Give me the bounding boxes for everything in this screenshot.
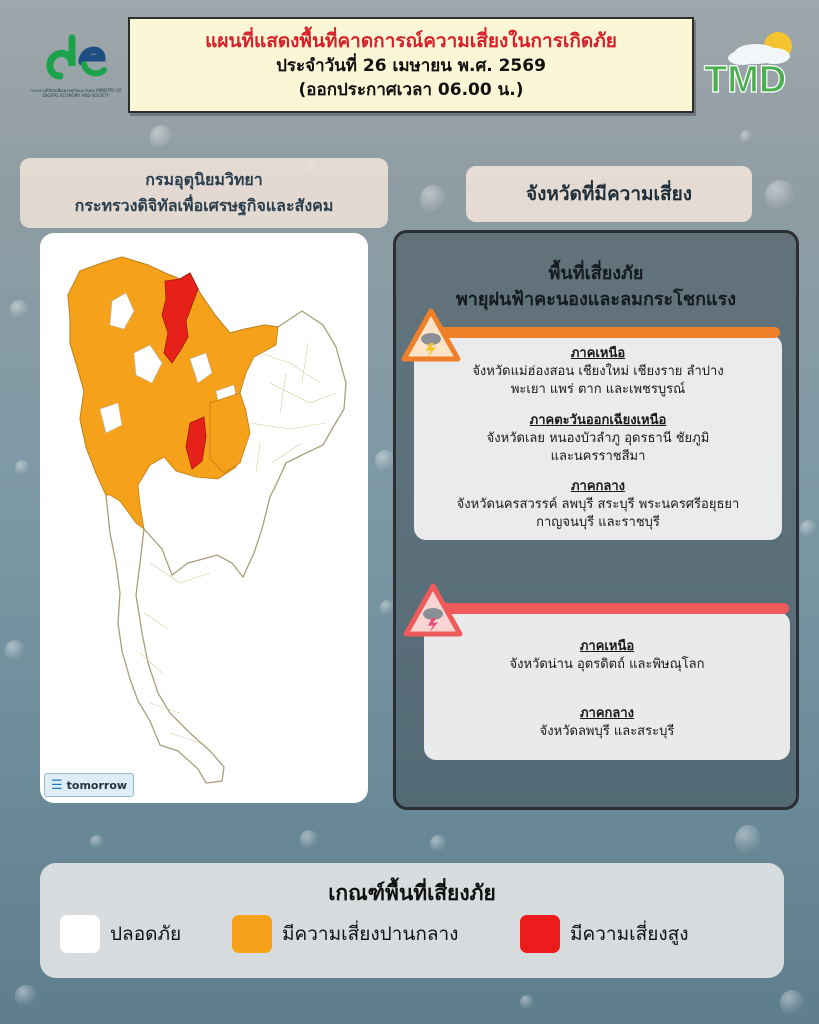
tomorrow-label: tomorrow [66,778,128,792]
department-box [20,158,388,228]
panel-title-line1: พื้นที่เสี่ยงภัย [548,263,644,284]
panel-title-line2: พายุฝนฟ้าคะนองและลมกระโชกแรง [455,289,737,310]
legend-title: เกณฑ์พื้นที่เสี่ยงภัย [328,881,496,905]
panel-title [396,261,796,313]
ministry-caption: กระทรวงดิจิทัลเพื่อเศรษฐกิจและสังคม MINISTRY OF DIGITAL ECONOMY AND SOCIETY [30,88,122,98]
page-title: แผนที่แสดงพื้นที่คาดการณ์ความเสี่ยงในการเกิดภัย [205,30,617,52]
tomorrow-icon: ☰ [51,777,63,793]
forecast-date: ประจำวันที่ 26 เมษายน พ.ศ. 2569 [276,56,546,76]
thunderstorm-warning-icon [402,582,464,640]
tmd-logo [700,28,810,100]
region-name: ภาคเหนือ [570,346,626,361]
moderate-region-northeast [414,412,782,466]
moderate-region-north [414,345,782,399]
tmd-logo-text: TMD [704,59,787,100]
legend-swatch-moderate [232,915,272,953]
issue-time: (ออกประกาศเวลา 06.00 น.) [298,80,524,100]
legend [40,863,784,978]
legend-item-safe [60,915,181,953]
region-provinces: พะเยา แพร่ ตาก และเพชรบูรณ์ [510,382,686,397]
high-region-central [424,705,790,741]
ministry-name: กระทรวงดิจิทัลเพื่อเศรษฐกิจและสังคม [74,196,334,215]
legend-item-high [520,915,688,953]
legend-label: มีความเสี่ยงสูง [570,923,689,945]
high-risk-bar [440,603,789,614]
moderate-risk-bar [434,327,780,338]
region-name: ภาคกลาง [579,706,635,721]
region-provinces: และนครราชสีมา [550,449,646,464]
region-provinces: จังหวัดเลย หนองบัวลำภู อุดรธานี ชัยภูมิ [486,431,710,446]
region-provinces: กาญจนบุรี และราชบุรี [536,515,660,530]
region-provinces: จังหวัดน่าน อุตรดิตถ์ และพิษณุโลก [509,657,705,672]
legend-swatch-high [520,915,560,953]
moderate-region-central [414,478,782,532]
region-name: ภาคกลาง [570,479,626,494]
region-provinces: จังหวัดนครสวรรค์ ลพบุรี สระบุรี พระนครศรีอยุธยา [456,497,740,512]
title-box [128,17,694,113]
tomorrow-attribution [44,773,134,797]
region-name: ภาคเหนือ [579,639,635,654]
risk-provinces-header: จังหวัดที่มีความเสี่ยง [466,166,752,222]
region-provinces: จังหวัดแม่ฮ่องสอน เชียงใหม่ เชียงราย ลำปาง [472,364,724,379]
legend-swatch-safe [60,915,100,953]
legend-label: ปลอดภัย [110,923,182,945]
risk-map [40,233,368,803]
high-region-north [424,638,790,674]
thailand-map [40,233,368,803]
legend-item-moderate [232,915,458,953]
legend-label: มีความเสี่ยงปานกลาง [282,923,459,945]
region-name: ภาคตะวันออกเฉียงเหนือ [529,413,667,428]
region-provinces: จังหวัดลพบุรี และสระบุรี [539,724,675,739]
department-name: กรมอุตุนิยมวิทยา [145,170,263,189]
